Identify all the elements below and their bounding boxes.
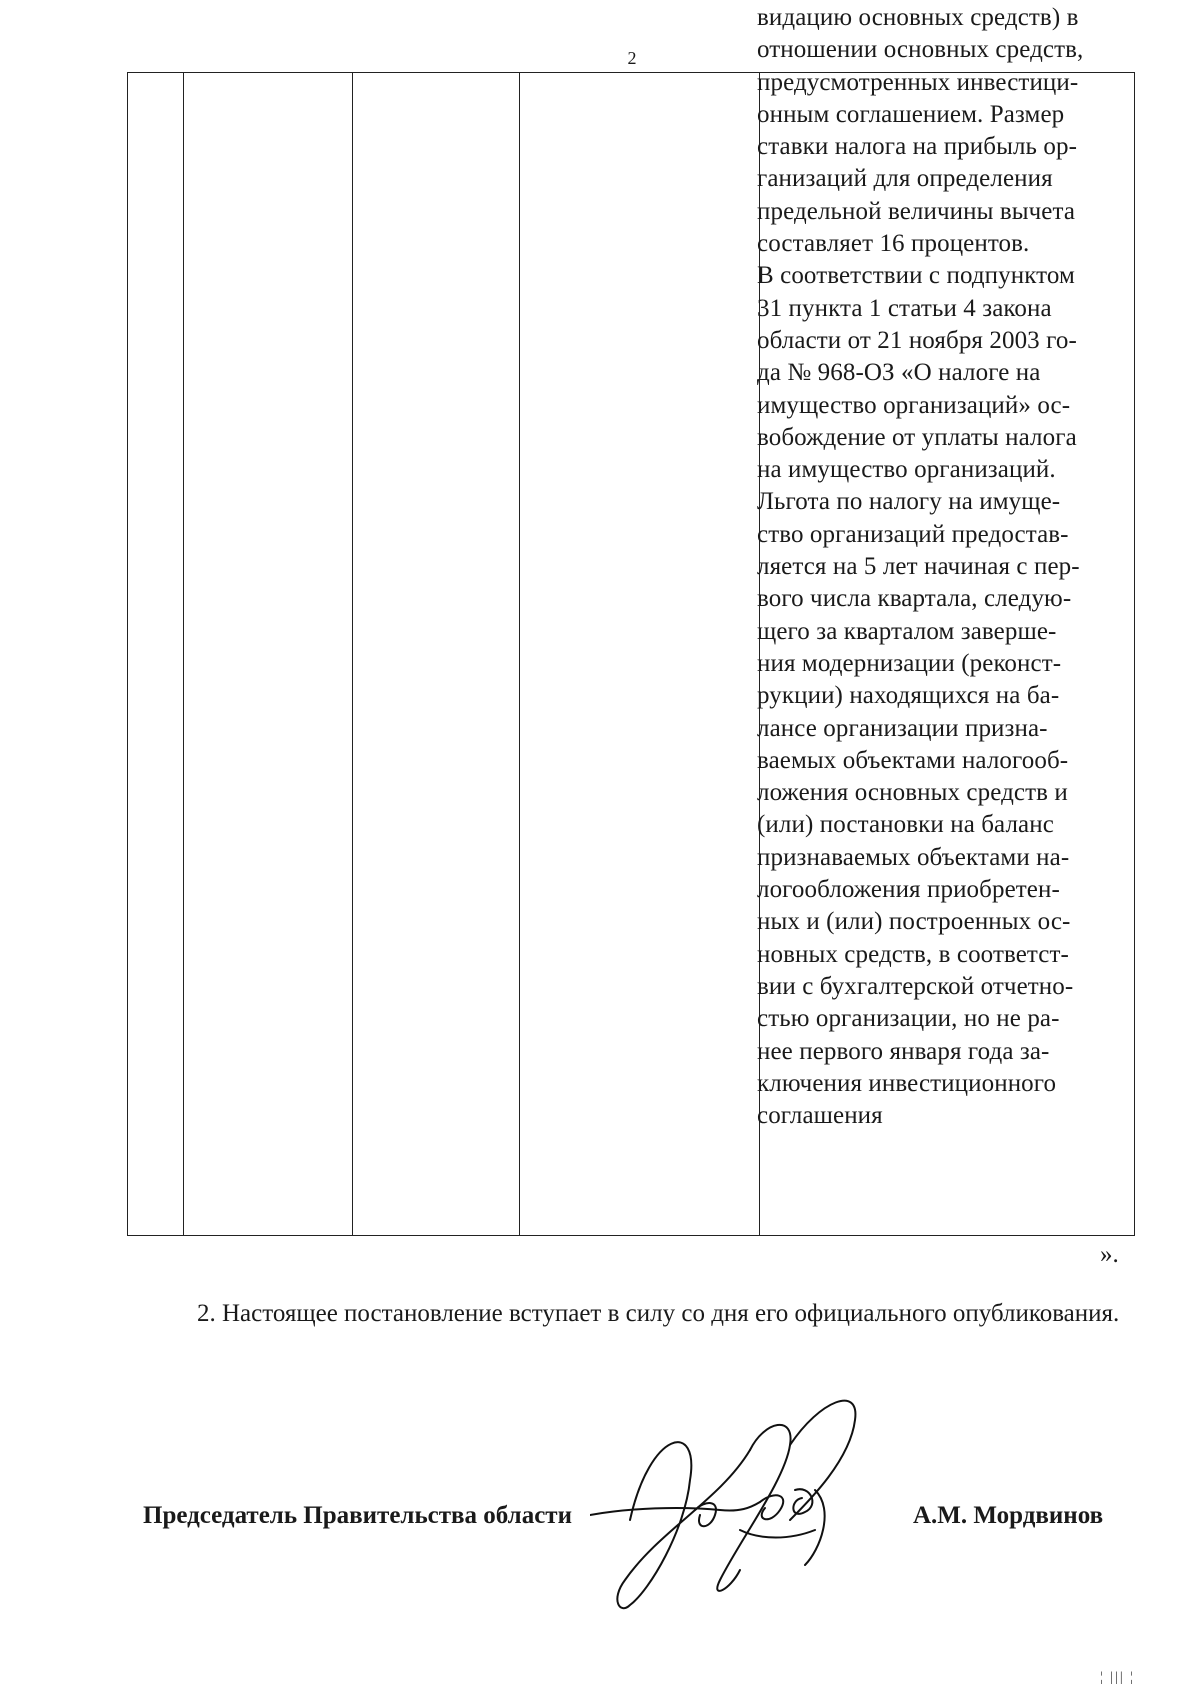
page-number: 2 [627,48,637,68]
paragraph-effective-date: 2. Настоящее постановление вступает в силу со дня его официального опубликования. [197,1300,1120,1327]
handwritten-signature [590,1390,920,1620]
table-column-divider [519,73,520,1235]
table-column-divider [183,73,184,1235]
scan-edge-marks: ¦ ||| ¦ [1100,1670,1136,1685]
signatory-name: А.М. Мордвинов [913,1502,1104,1529]
closing-quote: ». [1100,1241,1119,1268]
signatory-title: Председатель Правительства области [143,1502,572,1529]
table-column-divider [352,73,353,1235]
table-cell-text: видацию основных средств) в отношении основных средств, предусмотренных инвестици- онным соглашением. Размер ставки налога на прибыль ор- ганизаций для определения предельной величины вычета составляет 16 процентов. В соответствии с подпунктом 31 пункта 1 статьи 4 закона области от 21 ноября 2003 го- да № 968-ОЗ «О налоге на имущество организаций» ос- вобождение от уплаты налога на имущество организаций. Льгота по налогу на имуще- ство организаций предостав- ляется на 5 лет начиная с пер- вого числа квартала, следую- щего за кварталом заверше- ния модернизации (реконст- рукции) находящихся на ба- лансе организации призна- ваемых объектами налогооб- ложения основных средств и (или) постановки на баланс признаваемых объектами на- логообложения приобретен- ных и (или) построенных ос- новных средств, в соответст- вии с бухгалтерской отчетно- стью организации, но не ра- нее первого января года за- ключения инвестиционного соглашения [757,4,1084,1130]
